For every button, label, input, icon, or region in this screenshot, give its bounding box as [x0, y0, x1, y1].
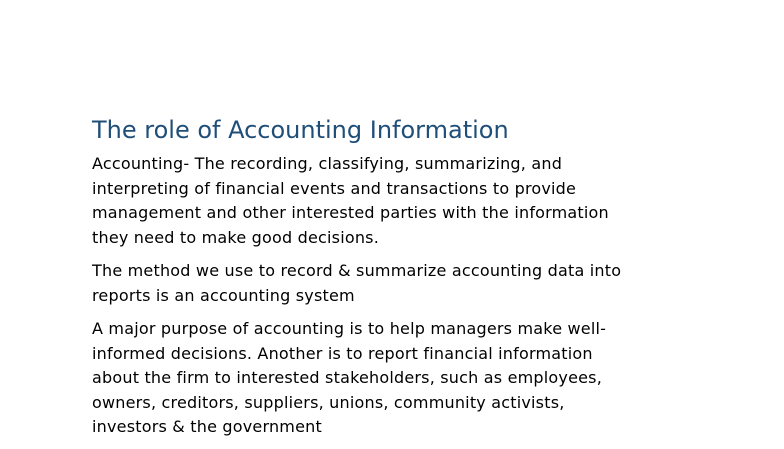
text-line: they need to make good decisions.	[92, 227, 379, 247]
slide-title: The role of Accounting Information	[92, 116, 509, 144]
text-line: management and other interested parties with the information	[92, 203, 609, 222]
paragraph-accounting-system	[92, 259, 692, 308]
slide-body	[92, 152, 692, 449]
text-line: Accounting- The recording, classifying, summarizing, and	[92, 154, 563, 173]
paragraph-purpose	[92, 317, 692, 440]
paragraph-definition	[92, 152, 692, 250]
text-line: interpreting of financial events and transactions to provide	[92, 178, 577, 198]
text-line: owners, creditors, suppliers, unions, community activists,	[92, 392, 565, 412]
text-line: reports is an accounting system	[92, 285, 355, 305]
text-line: informed decisions. Another is to report financial information	[92, 343, 593, 363]
text-line: The method we use to record & summarize accounting data into	[92, 261, 622, 280]
text-line: A major purpose of accounting is to help managers make well-	[92, 319, 607, 338]
text-line: investors & the government	[92, 417, 322, 436]
text-line: about the firm to interested stakeholders, such as employees,	[92, 368, 602, 387]
